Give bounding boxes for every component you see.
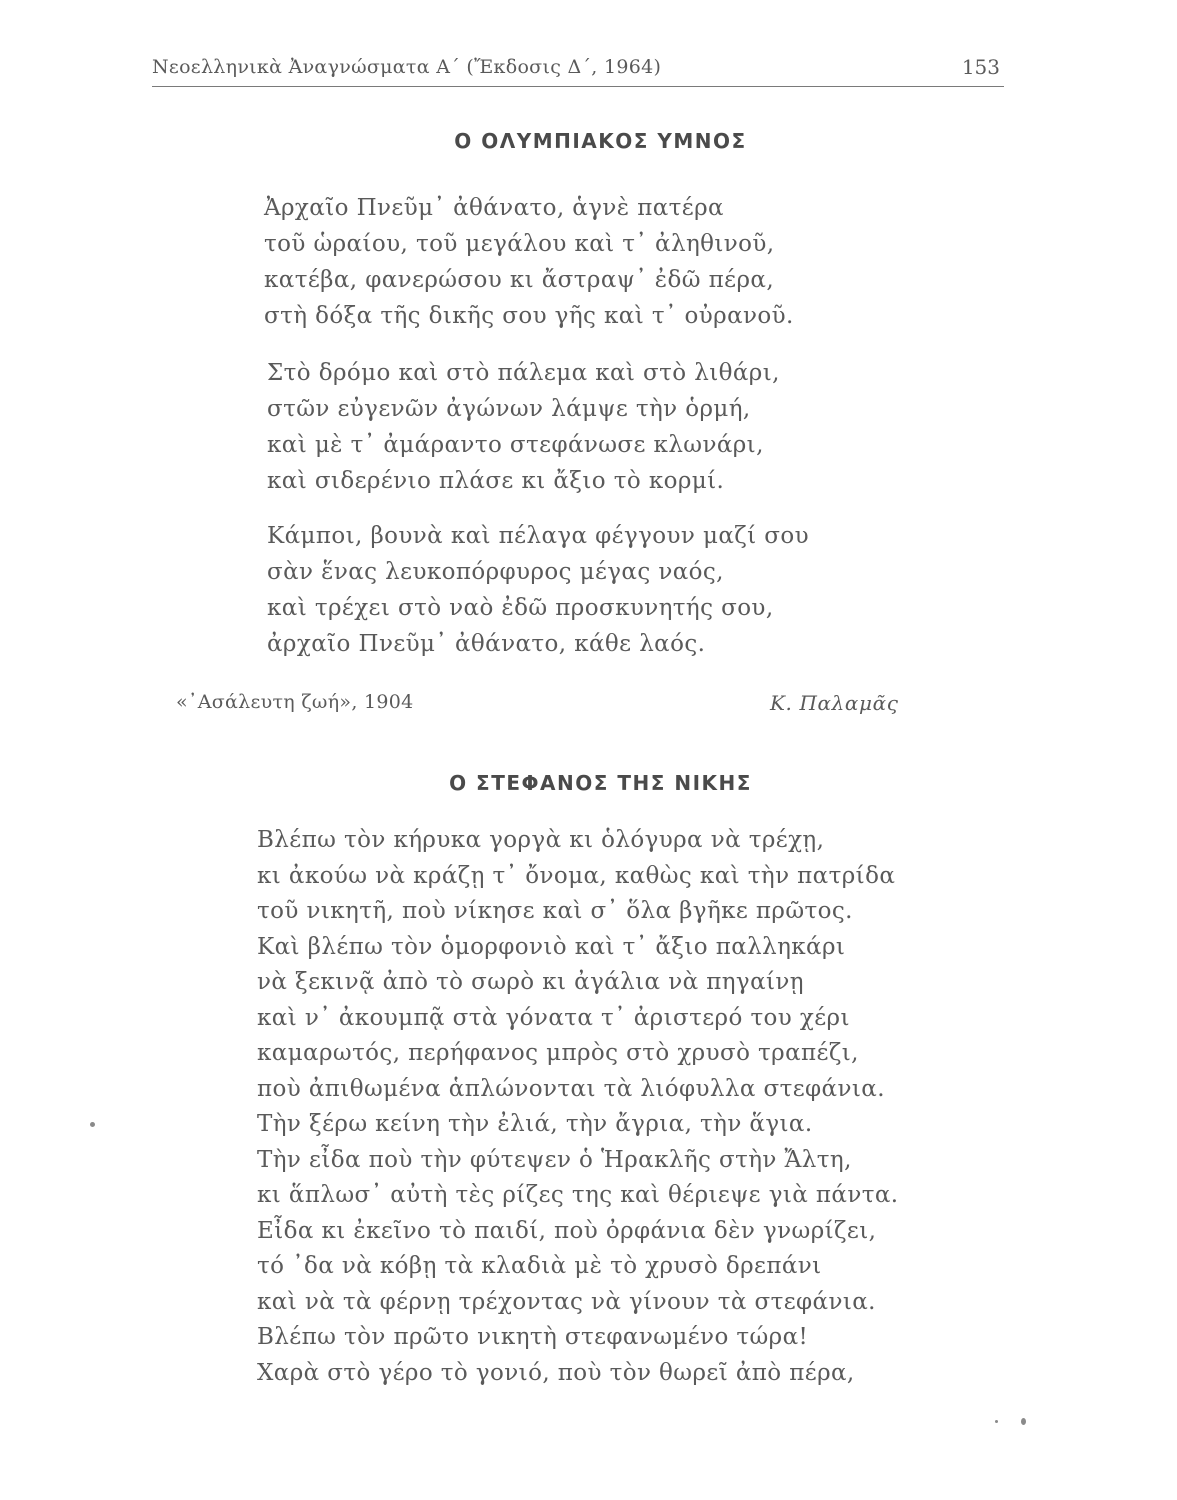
- verse-line: Εἶδα κι ἐκεῖνο τὸ παιδί, ποὺ ὀρφάνια δὲν γνωρίζει,: [257, 1217, 877, 1244]
- scan-speck: [1021, 1418, 1026, 1425]
- poem-title-olympic-hymn: Ο ΟΛΥΜΠΙΑΚΟΣ ΥΜΝΟΣ: [454, 129, 747, 153]
- verse-line: Τὴν ξέρω κείνη τὴν ἐλιά, τὴν ἄγρια, τὴν ἅγια.: [257, 1111, 813, 1137]
- verse-line: τό ᾽δα νὰ κόβῃ τὰ κλαδιὰ μὲ τὸ χρυσὸ δρεπάνι: [257, 1253, 822, 1279]
- verse-line: Χαρὰ στὸ γέρο τὸ γονιό, ποὺ τὸν θωρεῖ ἀπὸ πέρα,: [257, 1359, 855, 1386]
- poem-2-body: [257, 823, 899, 1391]
- verse-line: Κάμποι, βουνὰ καὶ πέλαγα φέγγουν μαζί σου: [267, 523, 810, 549]
- verse-line: κι ἀκούω νὰ κράζῃ τ᾽ ὄνομα, καθὼς καὶ τὴν πατρίδα: [257, 862, 896, 889]
- verse-line: καὶ τρέχει στὸ ναὸ ἐδῶ προσκυνητής σου,: [267, 595, 774, 621]
- verse-line: καὶ μὲ τ᾽ ἀμάραντο στεφάνωσε κλωνάρι,: [267, 432, 764, 458]
- page-number: 153: [961, 55, 1000, 79]
- page-header: [152, 52, 1004, 87]
- verse-line: καὶ σιδερένιο πλάσε κι ἄξιο τὸ κορμί.: [267, 468, 725, 494]
- verse-line: στὴ δόξα τῆς δικῆς σου γῆς καὶ τ᾽ οὐρανοῦ.: [264, 303, 794, 329]
- verse-line: καμαρωτός, περήφανος μπρὸς στὸ χρυσὸ τραπέζι,: [257, 1040, 859, 1066]
- verse-line: Ἀρχαῖο Πνεῦμ᾽ ἀθάνατο, ἁγνὲ πατέρα: [264, 195, 724, 221]
- verse-line: Στὸ δρόμο καὶ στὸ πάλεμα καὶ στὸ λιθάρι,: [267, 360, 780, 386]
- verse-line: καὶ ν᾽ ἀκουμπᾷ στὰ γόνατα τ᾽ ἀριστερό του χέρι: [257, 1004, 850, 1031]
- poem-source: «᾽Ασάλευτη ζωή», 1904: [176, 691, 414, 713]
- scan-speck: [90, 1122, 95, 1127]
- verse-line: Τὴν εἶδα ποὺ τὴν φύτεψεν ὁ Ἡρακλῆς στὴν Ἄλτη,: [257, 1146, 852, 1173]
- verse-line: Καὶ βλέπω τὸν ὁμορφονιὸ καὶ τ᾽ ἄξιο παλληκάρι: [257, 933, 846, 960]
- verse-line: ἀρχαῖο Πνεῦμ᾽ ἀθάνατο, κάθε λαός.: [267, 631, 706, 657]
- verse-line: στῶν εὐγενῶν ἀγώνων λάμψε τὴν ὁρμή,: [267, 396, 751, 422]
- verse-line: κι ἅπλωσ᾽ αὐτὴ τὲς ρίζες της καὶ θέριεψε γιὰ πάντα.: [257, 1182, 899, 1208]
- verse-line: τοῦ νικητῆ, ποὺ νίκησε καὶ σ᾽ ὅλα βγῆκε πρῶτος.: [257, 898, 853, 924]
- stanza-3: [267, 518, 809, 662]
- poem-author: Κ. Παλαμᾶς: [770, 691, 899, 715]
- running-head: Νεοελληνικὰ Ἀναγνώσματα Α΄ (Ἔκδοσις Δ΄, 1964): [152, 56, 662, 78]
- stanza-2: [267, 355, 780, 499]
- verse-line: ποὺ ἀπιθωμένα ἁπλώνονται τὰ λιόφυλλα στεφάνια.: [257, 1075, 885, 1102]
- verse-line: Βλέπω τὸν κήρυκα γοργὰ κι ὁλόγυρα νὰ τρέχῃ,: [257, 827, 825, 853]
- verse-line: Βλέπω τὸν πρῶτο νικητὴ στεφανωμένο τώρα!: [257, 1324, 809, 1350]
- scan-speck: [995, 1420, 998, 1423]
- verse-line: καὶ νὰ τὰ φέρνῃ τρέχοντας νὰ γίνουν τὰ στεφάνια.: [257, 1288, 876, 1315]
- poem-title-victory-wreath: Ο ΣΤΕΦΑΝΟΣ ΤΗΣ ΝΙΚΗΣ: [449, 771, 752, 795]
- verse-line: κατέβα, φανερώσου κι ἄστραψ᾽ ἐδῶ πέρα,: [264, 267, 775, 293]
- verse-line: νὰ ξεκινᾷ ἀπὸ τὸ σωρὸ κι ἀγάλια νὰ πηγαίνῃ: [257, 969, 804, 995]
- stanza-1: [264, 190, 794, 334]
- verse-line: σὰν ἕνας λευκοπόρφυρος μέγας ναός,: [267, 559, 724, 585]
- verse-line: τοῦ ὡραίου, τοῦ μεγάλου καὶ τ᾽ ἀληθινοῦ,: [264, 231, 775, 257]
